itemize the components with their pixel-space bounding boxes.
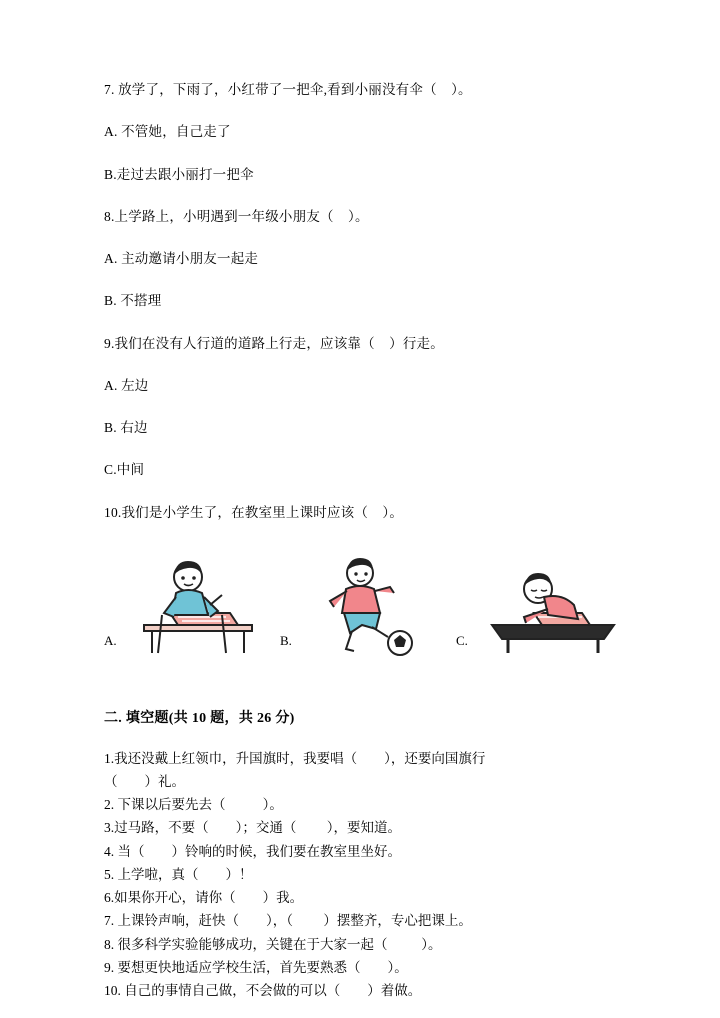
question-8: 8.上学路上，小明遇到一年级小朋友（ ）。 (104, 208, 369, 224)
fill-item-7: 7. 上课铃声响，赶快（ ），（ ）摆整齐，专心把课上。 (104, 913, 472, 929)
figure-option-c (456, 553, 636, 663)
figure-option-a (104, 553, 284, 663)
fill-item-10: 10. 自己的事情自己做，不会做的可以（ ）着做。 (104, 982, 422, 998)
question-9-option-a: A. 左边 (104, 377, 149, 393)
question-7-option-a: A. 不管她，自己走了 (104, 124, 231, 140)
question-8-option-a: A. 主动邀请小朋友一起走 (104, 251, 259, 266)
section-title-fill-in-blank: 二. 填空题(共 10 题，共 26 分) (104, 710, 295, 726)
question-10-figure-row (104, 553, 616, 673)
boy-writing-at-desk-icon (126, 553, 266, 663)
question-7-option-b: B.走过去跟小丽打一把伞 (104, 166, 254, 182)
figure-label-c: C. (456, 632, 468, 648)
question-9-option-b: B. 右边 (104, 420, 148, 435)
fill-item-5: 5. 上学啦，真（ ）！ (104, 866, 253, 882)
fill-item-9: 9. 要想更快地适应学校生活，首先要熟悉（ ）。 (104, 959, 408, 975)
fill-item-8: 8. 很多科学实验能够成功，关键在于大家一起（ ）。 (104, 936, 442, 952)
fill-item-1: 1.我还没戴上红领巾，升国旗时，我要唱（ ），还要向国旗行 (104, 750, 486, 766)
fill-in-blank-list (104, 747, 616, 1002)
fill-item-6: 6.如果你开心，请你（ ）我。 (104, 890, 304, 906)
fill-item-3: 3.过马路，不要（ ）；交通（ ），要知道。 (104, 820, 401, 836)
question-8-option-b: B. 不搭理 (104, 293, 162, 309)
figure-option-b (280, 553, 460, 663)
fill-item-1-cont: （ ）礼。 (104, 773, 185, 789)
fill-item-2: 2. 下课以后要先去（ ）。 (104, 797, 283, 813)
boy-lying-on-desk-icon (478, 553, 628, 663)
question-9-option-c: C.中间 (104, 462, 145, 478)
figure-label-b: B. (280, 632, 292, 648)
boy-playing-soccer-icon (302, 553, 442, 663)
question-10: 10.我们是小学生了，在教室里上课时应该（ ）。 (104, 504, 404, 520)
question-9: 9.我们在没有人行道的道路上行走，应该靠（ ）行走。 (104, 335, 444, 351)
figure-label-a: A. (104, 632, 117, 648)
fill-item-4: 4. 当（ ）铃响的时候，我们要在教室里坐好。 (104, 843, 401, 859)
question-7: 7. 放学了，下雨了，小红带了一把伞,看到小丽没有伞（ ）。 (104, 82, 472, 97)
